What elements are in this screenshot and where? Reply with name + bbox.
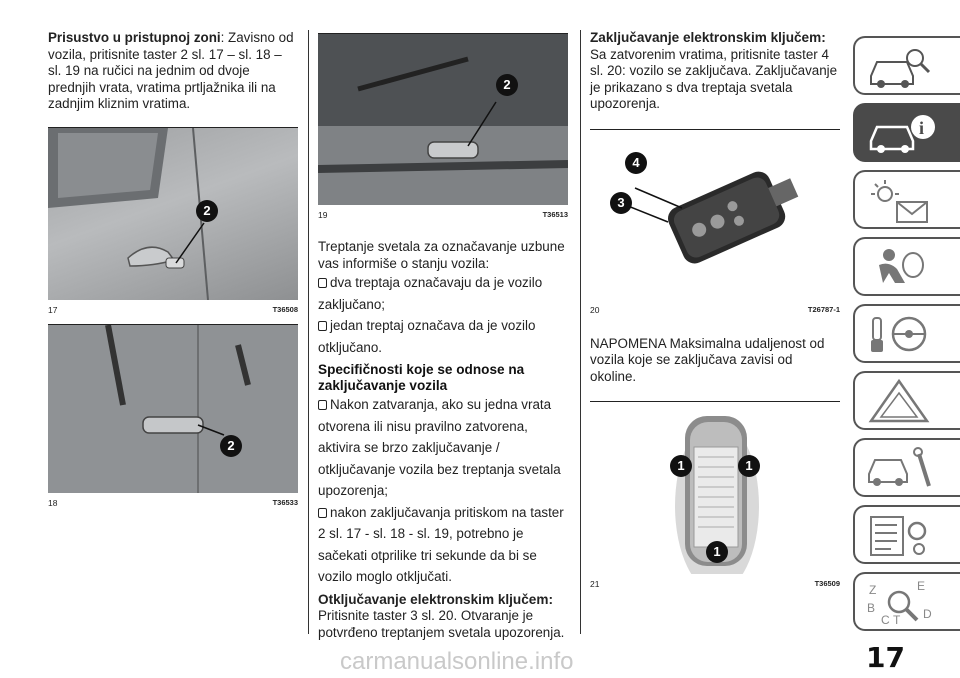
figure-caption: 18 T36533: [48, 497, 298, 508]
column-left: [48, 0, 298, 509]
tab-getting-to-know[interactable]: [853, 103, 960, 162]
sliding-door-drawing: [48, 325, 298, 493]
list-item: nakon zaključavanja pritiskom na taster 2 sl. 17 - sl. 18 - sl. 19, potrebno je sačekati otprilike tri sekunde da bi se vozilo moglo otključati.: [318, 504, 564, 584]
index-letter: D: [923, 607, 932, 621]
callout-2: 2: [196, 200, 218, 222]
index-search-icon: [863, 578, 943, 628]
figure-17: [48, 127, 298, 316]
figure-21: [590, 401, 840, 590]
list-item: jedan treptaj označava da je vozilo otključano.: [318, 318, 536, 355]
note-paragraph: NAPOMENA Maksimalna udaljenost od vozila koje se zaključava zavisi od okoline.: [590, 335, 825, 384]
column-middle: [318, 0, 570, 641]
unlock-paragraph: Otključavanje elektronskim ključem: Pritisnite taster 3 sl. 20. Otvaranje je potvrđeno treptanjem svetala upozorenja.: [318, 591, 565, 640]
figure-19: [318, 33, 568, 221]
steering-key-icon: [863, 310, 943, 360]
page-number: 17: [866, 641, 905, 674]
car-service-icon: [863, 444, 943, 494]
list-item: Nakon zatvaranja, ako su jedna vrata otvorena ili nisu pravilno zatvorena, aktivira se brzo zaključavanje / otključavanje vozila bez treptanja svetala upozorenja;: [318, 397, 561, 498]
list-item: dva treptaja označavaju da je vozilo zaključano;: [318, 275, 543, 312]
figure-caption: 19 T36513: [318, 210, 568, 220]
warning-triangle-icon: [863, 377, 943, 427]
tab-dashboard[interactable]: [853, 36, 960, 95]
callout-1: 1: [670, 455, 692, 477]
vehicle-top-view-image: [590, 402, 840, 574]
seat-airbag-icon: [863, 243, 943, 293]
callout-2: 2: [220, 435, 242, 457]
figure-20: [590, 129, 840, 316]
checkbox-bullet-icon: [318, 400, 327, 410]
tab-starting-driving[interactable]: [853, 304, 960, 363]
tab-index[interactable]: [853, 572, 960, 631]
car-search-icon: [863, 42, 943, 92]
tailgate-handle-photo: [318, 34, 568, 205]
tab-warning-lights[interactable]: [853, 170, 960, 229]
svg-text:i: i: [919, 118, 925, 138]
index-letter: C: [881, 613, 890, 627]
car-info-icon: [863, 109, 943, 159]
checkbox-bullet-icon: [318, 508, 327, 518]
checkbox-bullet-icon: [318, 321, 327, 331]
tailgate-drawing: [318, 34, 568, 205]
tab-safety[interactable]: [853, 237, 960, 296]
spec-settings-icon: [863, 511, 943, 561]
section-heading: Specifičnosti koje se odnose na zaključavanje vozila: [318, 362, 525, 393]
watermark: carmanualsonline.info: [340, 648, 574, 675]
checkbox-bullet-icon: [318, 278, 327, 288]
door-photo-drawing: [48, 128, 298, 300]
signals-paragraph: Treptanje svetala za označavanje uzbune vas informiše o stanju vozila:: [318, 239, 565, 271]
callout-2: 2: [496, 74, 518, 96]
front-door-handle-photo: [48, 128, 298, 300]
sliding-door-handle-photo: [48, 325, 298, 493]
callout-1: 1: [738, 455, 760, 477]
tab-emergency[interactable]: [853, 371, 960, 430]
index-letter: T: [893, 613, 901, 627]
warning-lights-icon: [863, 176, 943, 226]
callout-3: 3: [610, 192, 632, 214]
figure-caption: 21 T36509: [590, 579, 840, 589]
electronic-key-card-image: [590, 130, 840, 300]
index-letter: B: [867, 601, 876, 615]
lock-paragraph: Zaključavanje elektronskim ključem: Sa zatvorenim vratima, pritisnite taster 4 sl. 20: vozilo se zaključava. Zaključavanje je prikazano s dva treptaja svetala upozorenja.: [590, 30, 838, 111]
callout-4: 4: [625, 152, 647, 174]
tab-technical-data[interactable]: [853, 505, 960, 564]
tab-maintenance[interactable]: [853, 438, 960, 497]
intro-paragraph: Prisustvo u pristupnoj zoni: Zavisno od vozila, pritisnite taster 2 sl. 17 – sl. 18 – sl. 19 na ručici na jednim od dvoje prednjih vrata, vratima prtljažnika ili na zadnjim kliznim vratima.: [48, 30, 294, 111]
callout-1: 1: [706, 541, 728, 563]
figure-caption: 20 T26787-1: [590, 304, 840, 315]
index-letter: E: [917, 579, 926, 593]
column-divider: [308, 30, 309, 634]
figure-18: [48, 324, 298, 509]
index-letter: Z: [869, 583, 877, 597]
figure-caption: 17 T36508: [48, 304, 298, 315]
column-divider: [580, 30, 581, 634]
column-right: [590, 0, 840, 590]
